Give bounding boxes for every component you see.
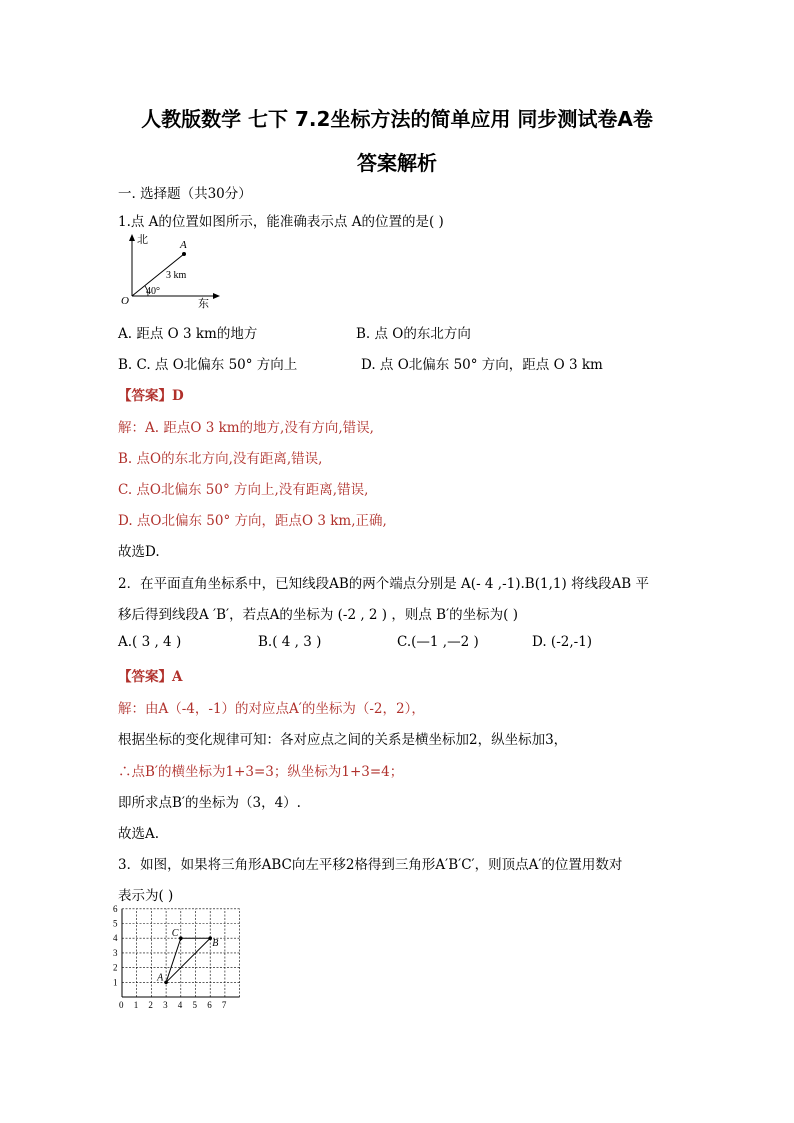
question-2-conclusion: 故选A. bbox=[118, 826, 160, 842]
triangle-abc bbox=[166, 938, 210, 982]
y-tick-label: 3 bbox=[113, 947, 118, 958]
angle-label: 40° bbox=[146, 286, 160, 297]
question-1-solution-line: B. 点O的东北方向,没有距离,错误, bbox=[118, 451, 323, 467]
question-2-solution-line: 即所求点B′的坐标为（3，4）. bbox=[118, 795, 301, 811]
y-tick-label: 4 bbox=[113, 933, 118, 944]
origin-label: O bbox=[121, 295, 129, 307]
document-subtitle: 答案解析 bbox=[357, 151, 437, 175]
question-1-option-b: B. 点 O的东北方向 bbox=[356, 326, 471, 342]
x-tick-label: 6 bbox=[207, 1000, 212, 1010]
question-2-solution-line: 解：由A（-4，-1）的对应点A′的坐标为（-2，2）， bbox=[118, 701, 425, 717]
question-1-conclusion: 故选D. bbox=[118, 544, 160, 560]
x-tick-label: 7 bbox=[221, 1000, 227, 1010]
grid-tick-labels bbox=[113, 905, 227, 1010]
x-tick-label: 4 bbox=[177, 1000, 183, 1010]
document-title: 人教版数学 七下 7.2坐标方法的简单应用 同步测试卷A卷 bbox=[141, 107, 653, 131]
y-tick-label: 2 bbox=[113, 962, 118, 973]
question-2-option-c: C.(—1 ,—2 ) bbox=[397, 634, 479, 650]
section-heading: 一. 选择题（共30分） bbox=[118, 186, 252, 202]
question-3-stem-cont: 表示为( ) bbox=[118, 888, 174, 904]
question-1-direction-figure bbox=[118, 232, 228, 312]
question-1-solution-line: D. 点O北偏东 50° 方向，距点O 3 km,正确, bbox=[118, 513, 387, 529]
question-2-solution-line: 根据坐标的变化规律可知：各对应点之间的关系是横坐标加2，纵坐标加3， bbox=[118, 732, 568, 748]
question-1-solution-line: 解：A. 距点O 3 km的地方,没有方向,错误, bbox=[118, 420, 374, 436]
grid-lines bbox=[122, 909, 240, 997]
question-3-grid-figure bbox=[112, 905, 252, 1017]
vertex-b-label: B bbox=[212, 938, 219, 950]
question-1-option-a: A. 距点 O 3 km的地方 bbox=[118, 326, 258, 342]
question-2-stem: 2．在平面直角坐标系中，已知线段AB的两个端点分别是 A(- 4 ,-1).B(1,1) 将线段AB 平 bbox=[118, 576, 649, 592]
east-label: 东 bbox=[198, 298, 209, 310]
x-tick-label: 3 bbox=[163, 1000, 168, 1010]
y-tick-label: 5 bbox=[113, 918, 118, 929]
distance-label: 3 km bbox=[166, 270, 187, 281]
question-2-option-b: B.( 4 , 3 ) bbox=[258, 634, 322, 650]
question-1-stem: 1.点 A的位置如图所示，能准确表示点 A的位置的是( ) bbox=[118, 214, 444, 230]
x-tick-label: 2 bbox=[148, 1000, 153, 1010]
question-2-stem-cont: 移后得到线段A ′B′，若点A的坐标为 (-2 , 2 ) ，则点 B′的坐标为( ) bbox=[118, 607, 518, 623]
north-label: 北 bbox=[137, 234, 148, 246]
question-1-solution-line: C. 点O北偏东 50° 方向上,没有距离,错误, bbox=[118, 482, 369, 498]
y-tick-label: 6 bbox=[113, 905, 118, 914]
question-3-stem: 3．如图，如果将三角形ABC向左平移2格得到三角形A′B′C′，则顶点A′的位置用数对 bbox=[118, 857, 623, 873]
question-1-option-d: D. 点 O北偏东 50° 方向，距点 O 3 km bbox=[361, 357, 603, 373]
vertex-c-point bbox=[179, 936, 183, 940]
y-tick-label: 1 bbox=[113, 977, 118, 988]
question-2-option-a: A.( 3 , 4 ) bbox=[118, 634, 182, 650]
question-1-answer: 【答案】D bbox=[118, 388, 184, 404]
question-2-solution-line: ∴点B′的横坐标为1+3=3；纵坐标为1+3=4； bbox=[118, 764, 404, 780]
vertex-a-point bbox=[164, 981, 168, 985]
point-a-label: A bbox=[180, 239, 187, 251]
question-2-answer: 【答案】A bbox=[118, 669, 183, 685]
x-tick-label: 0 bbox=[119, 1000, 124, 1010]
x-tick-label: 1 bbox=[133, 1000, 139, 1010]
vertex-c-label: C bbox=[171, 928, 179, 940]
vertex-a-label: A bbox=[157, 972, 164, 984]
question-1-option-c: B. C. 点 O北偏东 50° 方向上 bbox=[118, 357, 298, 373]
question-2-option-d: D. (-2,-1) bbox=[532, 634, 593, 650]
x-tick-label: 5 bbox=[192, 1000, 197, 1010]
